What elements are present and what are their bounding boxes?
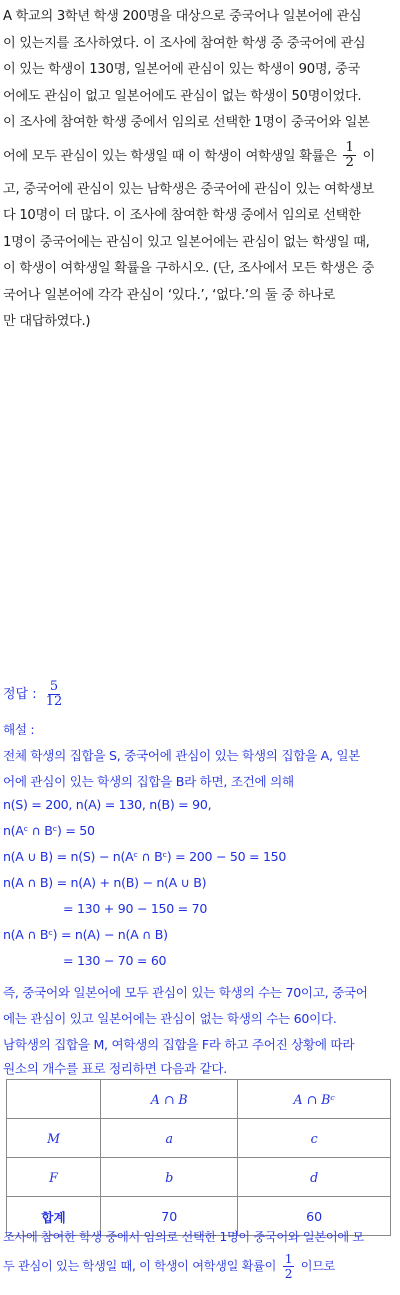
solution-line: 전체 학생의 집합을 S, 중국어에 관심이 있는 학생의 집합을 A, 일본 <box>3 748 361 763</box>
problem-line: 이 학생이 여학생일 확률을 구하시오. (단, 조사에서 모든 학생은 중 <box>3 261 375 276</box>
solution-line: 에는 관심이 있고 일본어에는 관심이 없는 학생의 수는 60이다. <box>3 1011 337 1026</box>
solution-equation: n(Aᶜ ∩ Bᶜ) = 50 <box>3 823 95 838</box>
solution-line: 원소의 개수를 표로 정리하면 다음과 같다. <box>3 1061 227 1076</box>
solution-label: 해설 : <box>3 722 35 737</box>
fraction-denominator: 2 <box>284 1267 293 1281</box>
table-cell: F <box>7 1158 101 1197</box>
table-cell: 60 <box>238 1197 391 1236</box>
problem-line: 어에도 관심이 없고 일본어에도 관심이 없는 학생이 50명이었다. <box>3 88 362 104</box>
problem-line: 고, 중국어에 관심이 있는 남학생은 중국어에 관심이 있는 여학생보 <box>3 181 374 197</box>
solution-equation: n(A ∪ B) = n(S) − n(Aᶜ ∩ Bᶜ) = 200 − 50 = 150 <box>3 849 287 864</box>
solution-equation: = 130 + 90 − 150 = 70 <box>63 901 208 916</box>
solution-line: 즉, 중국어와 일본어에 모두 관심이 있는 학생의 수는 70이고, 중국어 <box>3 985 368 1000</box>
table-cell: M <box>7 1119 101 1158</box>
table-cell: b <box>101 1158 238 1197</box>
solution-equation: n(A ∩ Bᶜ) = n(A) − n(A ∩ B) <box>3 927 168 942</box>
solution-equation: = 130 − 70 = 60 <box>63 953 167 968</box>
solution-line: 남학생의 집합을 M, 여학생의 집합을 F라 하고 주어진 상황에 따라 <box>3 1037 355 1052</box>
solution-text-part: 이므로 <box>300 1259 336 1273</box>
fraction-numerator: 5 <box>49 679 59 694</box>
problem-line: 다 10명이 더 많다. 이 조사에 참여한 학생 중에서 임의로 선택한 <box>3 208 361 223</box>
answer <box>3 680 67 709</box>
problem-text <box>3 4 397 336</box>
solution-equation: n(A ∩ B) = n(A) + n(B) − n(A ∪ B) <box>3 875 207 890</box>
table-header-row <box>7 1080 391 1119</box>
fraction-numerator: 1 <box>345 140 354 155</box>
problem-line: 이 있는 학생이 130명, 일본어에 관심이 있는 학생이 90명, 중국 <box>3 62 360 77</box>
table-row <box>7 1119 391 1158</box>
answer-label: 정답 : <box>3 687 37 702</box>
problem-text-part: 어에 모두 관심이 있는 학생일 때 이 학생이 여학생일 확률은 <box>3 148 337 164</box>
table-cell: c <box>238 1119 391 1158</box>
fraction-numerator: 1 <box>284 1252 293 1266</box>
table-cell: A ∩ Bᶜ <box>238 1080 391 1119</box>
table-cell: 합계 <box>7 1197 101 1236</box>
problem-line: A 학교의 3학년 학생 200명을 대상으로 중국어나 일본어에 관심 <box>3 9 362 24</box>
problem-line: 만 대답하였다.) <box>3 314 91 329</box>
solution-equation: n(S) = 200, n(A) = 130, n(B) = 90, <box>3 797 212 812</box>
table-cell <box>7 1080 101 1119</box>
solution-line: 어에 관심이 있는 학생의 집합을 B라 하면, 조건에 의해 <box>3 774 294 789</box>
table-cell: 70 <box>101 1197 238 1236</box>
solution-line-with-fraction <box>3 1252 397 1281</box>
answer-fraction <box>44 680 65 709</box>
problem-text-part: 이 <box>362 148 375 164</box>
problem-line: 이 조사에 참여한 학생 중에서 임의로 선택한 1명이 중국어와 일본 <box>3 115 370 130</box>
table-cell: d <box>238 1158 391 1197</box>
solution-line: 조사에 참여한 학생 중에서 임의로 선택한 1명이 중국어와 일본어에 모 <box>3 1230 364 1244</box>
fraction-denominator: 2 <box>345 155 354 170</box>
problem-line: 1명이 중국어에는 관심이 있고 일본어에는 관심이 없는 학생일 때, <box>3 234 370 250</box>
fraction-half <box>283 1252 294 1281</box>
fraction-denominator: 12 <box>45 694 63 709</box>
count-table <box>6 1079 391 1236</box>
problem-line: 국어나 일본어에 각각 관심이 ‘있다.’, ‘없다.’의 둘 중 하나로 <box>3 287 336 303</box>
problem-line: 이 있는지를 조사하였다. 이 조사에 참여한 학생 중 중국어에 관심 <box>3 35 366 51</box>
table-cell: A ∩ B <box>101 1080 238 1119</box>
fraction-half <box>343 141 355 170</box>
table-row <box>7 1158 391 1197</box>
solution-text-part: 두 관심이 있는 학생일 때, 이 학생이 여학생일 확률이 <box>3 1259 277 1273</box>
table-cell: a <box>101 1119 238 1158</box>
problem-line-with-fraction <box>3 137 397 177</box>
